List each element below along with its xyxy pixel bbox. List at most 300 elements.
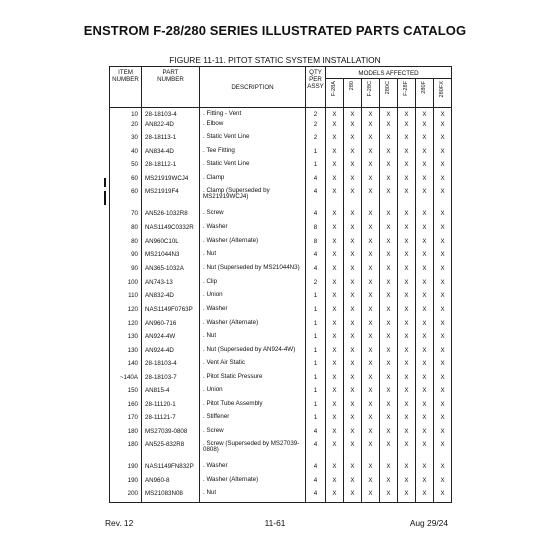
model-applicability-cell: X (434, 320, 452, 333)
model-applicability-cell: X (380, 463, 398, 477)
table-row (110, 108, 452, 121)
qty-cell: 4 (306, 477, 326, 490)
model-applicability-cell: X (398, 414, 416, 428)
part-number-cell: 28-18103-4 (142, 108, 200, 121)
model-applicability-cell: X (344, 108, 362, 121)
qty-cell: 4 (306, 490, 326, 503)
table-row (110, 238, 452, 251)
model-applicability-cell: X (344, 306, 362, 320)
model-applicability-cell: X (434, 210, 452, 224)
model-applicability-cell: X (380, 292, 398, 306)
description-cell: . Elbow (200, 121, 306, 134)
model-applicability-cell: X (416, 347, 434, 360)
item-number-cell: 100 (110, 279, 142, 292)
model-applicability-cell: X (362, 428, 380, 441)
model-applicability-cell: X (416, 210, 434, 224)
model-applicability-cell: X (380, 441, 398, 463)
table-row (110, 306, 452, 320)
qty-cell: 1 (306, 306, 326, 320)
model-applicability-cell: X (362, 320, 380, 333)
model-header: F-28F (398, 79, 416, 108)
model-applicability-cell: X (362, 134, 380, 148)
item-number-cell: 180 (110, 441, 142, 463)
model-applicability-cell: X (326, 477, 344, 490)
model-applicability-cell: X (344, 134, 362, 148)
model-applicability-cell: X (380, 414, 398, 428)
item-number-cell: 10 (110, 108, 142, 121)
table-row (110, 121, 452, 134)
model-applicability-cell: X (398, 374, 416, 387)
qty-cell: 4 (306, 251, 326, 265)
part-number-cell: 28-18112-1 (142, 161, 200, 175)
model-applicability-cell: X (416, 292, 434, 306)
qty-cell: 1 (306, 347, 326, 360)
model-applicability-cell: X (326, 121, 344, 134)
model-applicability-cell: X (326, 401, 344, 414)
model-applicability-cell: X (434, 251, 452, 265)
part-number-cell: 28-11120-1 (142, 401, 200, 414)
model-applicability-cell: X (362, 333, 380, 347)
qty-cell: 1 (306, 387, 326, 401)
item-number-cell: 150 (110, 387, 142, 401)
description-cell: . Screw (200, 428, 306, 441)
item-number-cell: 50 (110, 161, 142, 175)
table-row (110, 401, 452, 414)
part-number-cell: NAS1149C0332R (142, 224, 200, 238)
table-row (110, 292, 452, 306)
revision-bar (104, 191, 106, 205)
model-applicability-cell: X (326, 251, 344, 265)
description-cell: . Nut (Superseded by MS21044N3) (200, 265, 306, 279)
description-cell: . Washer (Alternate) (200, 238, 306, 251)
figure-title: FIGURE 11-11. PITOT STATIC SYSTEM INSTALLATION (169, 55, 381, 65)
model-applicability-cell: X (362, 387, 380, 401)
model-applicability-cell: X (398, 360, 416, 374)
model-applicability-cell: X (398, 428, 416, 441)
model-applicability-cell: X (398, 463, 416, 477)
model-applicability-cell: X (362, 374, 380, 387)
model-applicability-cell: X (416, 401, 434, 414)
model-applicability-cell: X (362, 306, 380, 320)
qty-cell: 4 (306, 210, 326, 224)
model-applicability-cell: X (380, 347, 398, 360)
model-applicability-cell: X (434, 441, 452, 463)
model-applicability-cell: X (326, 265, 344, 279)
qty-cell: 8 (306, 238, 326, 251)
model-applicability-cell: X (398, 292, 416, 306)
item-number-cell: ~140A (110, 374, 142, 387)
model-applicability-cell: X (434, 121, 452, 134)
model-applicability-cell: X (398, 347, 416, 360)
qty-cell: 1 (306, 414, 326, 428)
qty-cell: 1 (306, 292, 326, 306)
model-applicability-cell: X (398, 441, 416, 463)
model-applicability-cell: X (344, 148, 362, 161)
description-cell: . Fitting - Vent (200, 108, 306, 121)
model-applicability-cell: X (398, 188, 416, 210)
model-applicability-cell: X (344, 477, 362, 490)
model-applicability-cell: X (326, 306, 344, 320)
item-number-cell: 160 (110, 401, 142, 414)
model-applicability-cell: X (380, 238, 398, 251)
part-number-cell: MS21919F4 (142, 188, 200, 210)
model-applicability-cell: X (380, 320, 398, 333)
model-applicability-cell: X (362, 477, 380, 490)
model-applicability-cell: X (344, 251, 362, 265)
model-applicability-cell: X (434, 401, 452, 414)
description-cell: . Pitot Tube Assembly (200, 401, 306, 414)
model-applicability-cell: X (362, 414, 380, 428)
item-number-cell: 60 (110, 175, 142, 188)
qty-cell: 2 (306, 279, 326, 292)
model-applicability-cell: X (434, 360, 452, 374)
model-applicability-cell: X (362, 210, 380, 224)
model-applicability-cell: X (326, 387, 344, 401)
item-number-cell: 40 (110, 148, 142, 161)
table-row (110, 210, 452, 224)
part-number-cell: AN526-1032R8 (142, 210, 200, 224)
qty-cell: 2 (306, 108, 326, 121)
model-applicability-cell: X (380, 210, 398, 224)
model-applicability-cell: X (326, 161, 344, 175)
revision-date: Aug 29/24 (409, 518, 448, 528)
model-applicability-cell: X (434, 428, 452, 441)
table-row (110, 148, 452, 161)
part-number-cell: AN960C10L (142, 238, 200, 251)
qty-cell: 1 (306, 333, 326, 347)
description-cell: . Static Vent Line (200, 134, 306, 148)
model-applicability-cell: X (344, 292, 362, 306)
model-applicability-cell: X (434, 161, 452, 175)
table-row (110, 251, 452, 265)
model-applicability-cell: X (344, 347, 362, 360)
model-applicability-cell: X (380, 333, 398, 347)
qty-cell: 2 (306, 134, 326, 148)
model-applicability-cell: X (344, 161, 362, 175)
model-applicability-cell: X (398, 279, 416, 292)
model-applicability-cell: X (326, 463, 344, 477)
model-applicability-cell: X (380, 121, 398, 134)
model-applicability-cell: X (344, 401, 362, 414)
model-applicability-cell: X (398, 108, 416, 121)
item-number-cell: 90 (110, 251, 142, 265)
model-applicability-cell: X (362, 360, 380, 374)
model-applicability-cell: X (416, 188, 434, 210)
model-applicability-cell: X (362, 175, 380, 188)
part-number-cell: AN822-4D (142, 121, 200, 134)
description-cell: . Union (200, 292, 306, 306)
model-applicability-cell: X (344, 428, 362, 441)
model-applicability-cell: X (344, 210, 362, 224)
description-cell: . Washer (200, 306, 306, 320)
model-applicability-cell: X (434, 387, 452, 401)
model-applicability-cell: X (362, 224, 380, 238)
model-applicability-cell: X (434, 238, 452, 251)
model-applicability-cell: X (380, 148, 398, 161)
model-applicability-cell: X (326, 320, 344, 333)
table-row (110, 279, 452, 292)
model-applicability-cell: X (434, 306, 452, 320)
qty-cell: 4 (306, 428, 326, 441)
qty-cell: 8 (306, 224, 326, 238)
description-cell: . Clip (200, 279, 306, 292)
model-applicability-cell: X (416, 238, 434, 251)
model-applicability-cell: X (434, 188, 452, 210)
model-applicability-cell: X (362, 347, 380, 360)
item-number-cell: 190 (110, 477, 142, 490)
model-applicability-cell: X (344, 490, 362, 503)
description-cell: . Washer (Alternate) (200, 477, 306, 490)
part-number-header: PART NUMBER (142, 67, 200, 108)
model-applicability-cell: X (380, 428, 398, 441)
model-applicability-cell: X (326, 188, 344, 210)
table-row (110, 490, 452, 503)
model-applicability-cell: X (326, 210, 344, 224)
model-header: 280F (416, 79, 434, 108)
model-applicability-cell: X (344, 279, 362, 292)
model-applicability-cell: X (326, 490, 344, 503)
description-cell: . Washer (200, 463, 306, 477)
model-applicability-cell: X (434, 224, 452, 238)
description-cell: . Nut (Superseded by AN924-4W) (200, 347, 306, 360)
model-applicability-cell: X (416, 306, 434, 320)
model-applicability-cell: X (416, 463, 434, 477)
model-applicability-cell: X (416, 224, 434, 238)
model-applicability-cell: X (380, 306, 398, 320)
description-cell: . Nut (200, 251, 306, 265)
model-applicability-cell: X (434, 490, 452, 503)
model-applicability-cell: X (326, 441, 344, 463)
model-applicability-cell: X (416, 251, 434, 265)
item-number-cell: 60 (110, 188, 142, 210)
description-cell: . Clamp (200, 175, 306, 188)
model-applicability-cell: X (398, 401, 416, 414)
part-number-cell: AN525-832R8 (142, 441, 200, 463)
model-applicability-cell: X (398, 387, 416, 401)
model-applicability-cell: X (416, 265, 434, 279)
model-applicability-cell: X (398, 477, 416, 490)
model-header: F-28A (326, 79, 344, 108)
model-applicability-cell: X (434, 265, 452, 279)
model-applicability-cell: X (416, 414, 434, 428)
model-applicability-cell: X (416, 441, 434, 463)
table-row (110, 347, 452, 360)
model-applicability-cell: X (326, 360, 344, 374)
parts-table (109, 66, 452, 503)
item-number-cell: 130 (110, 347, 142, 360)
table-row (110, 414, 452, 428)
model-applicability-cell: X (326, 347, 344, 360)
model-applicability-cell: X (434, 374, 452, 387)
table-row (110, 175, 452, 188)
model-applicability-cell: X (434, 333, 452, 347)
model-header: 280FX (434, 79, 452, 108)
model-applicability-cell: X (326, 428, 344, 441)
model-applicability-cell: X (380, 279, 398, 292)
part-number-cell: AN832-4D (142, 292, 200, 306)
description-cell: . Clamp (Superseded by MS21919WCJ4) (200, 188, 306, 210)
description-cell: . Pitot Static Pressure (200, 374, 306, 387)
part-number-cell: NAS1149F0763P (142, 306, 200, 320)
description-header: DESCRIPTION (200, 67, 306, 108)
model-applicability-cell: X (416, 477, 434, 490)
part-number-cell: MS27039-0808 (142, 428, 200, 441)
qty-per-assy-header: QTY PER ASSY (306, 67, 326, 108)
model-applicability-cell: X (326, 134, 344, 148)
item-number-cell: 170 (110, 414, 142, 428)
model-applicability-cell: X (362, 121, 380, 134)
model-applicability-cell: X (326, 414, 344, 428)
table-row (110, 428, 452, 441)
item-number-cell: 200 (110, 490, 142, 503)
part-number-cell: NAS1149FN832P (142, 463, 200, 477)
item-number-cell: 180 (110, 428, 142, 441)
model-applicability-cell: X (344, 265, 362, 279)
revision-label: Rev. 12 (105, 518, 134, 528)
model-applicability-cell: X (362, 108, 380, 121)
item-number-cell: 190 (110, 463, 142, 477)
model-applicability-cell: X (434, 477, 452, 490)
model-applicability-cell: X (416, 148, 434, 161)
description-cell: . Nut (200, 333, 306, 347)
model-applicability-cell: X (344, 333, 362, 347)
model-applicability-cell: X (326, 224, 344, 238)
table-row (110, 463, 452, 477)
model-applicability-cell: X (416, 279, 434, 292)
model-applicability-cell: X (434, 292, 452, 306)
model-applicability-cell: X (380, 360, 398, 374)
table-row (110, 134, 452, 148)
description-cell: . Nut (200, 490, 306, 503)
model-applicability-cell: X (416, 175, 434, 188)
model-header: 280C (380, 79, 398, 108)
model-applicability-cell: X (344, 463, 362, 477)
part-number-cell: 28-18113-1 (142, 134, 200, 148)
item-number-cell: 80 (110, 238, 142, 251)
table-row (110, 374, 452, 387)
model-applicability-cell: X (362, 490, 380, 503)
model-applicability-cell: X (398, 265, 416, 279)
model-applicability-cell: X (380, 161, 398, 175)
model-applicability-cell: X (434, 347, 452, 360)
item-number-cell: 80 (110, 224, 142, 238)
item-number-cell: 30 (110, 134, 142, 148)
model-applicability-cell: X (434, 148, 452, 161)
part-number-cell: AN815-4 (142, 387, 200, 401)
table-row (110, 161, 452, 175)
model-applicability-cell: X (398, 306, 416, 320)
model-applicability-cell: X (416, 134, 434, 148)
model-applicability-cell: X (362, 463, 380, 477)
model-applicability-cell: X (326, 175, 344, 188)
model-applicability-cell: X (380, 175, 398, 188)
part-number-cell: 28-11121-7 (142, 414, 200, 428)
model-applicability-cell: X (362, 441, 380, 463)
model-applicability-cell: X (344, 374, 362, 387)
table-row (110, 188, 452, 210)
model-applicability-cell: X (398, 148, 416, 161)
model-applicability-cell: X (344, 175, 362, 188)
model-applicability-cell: X (326, 148, 344, 161)
qty-cell: 1 (306, 148, 326, 161)
model-applicability-cell: X (344, 360, 362, 374)
model-applicability-cell: X (344, 414, 362, 428)
item-number-cell: 110 (110, 292, 142, 306)
item-number-cell: 120 (110, 306, 142, 320)
table-row (110, 360, 452, 374)
model-applicability-cell: X (416, 121, 434, 134)
part-number-cell: AN743-13 (142, 279, 200, 292)
part-number-cell: AN960-8 (142, 477, 200, 490)
model-applicability-cell: X (434, 279, 452, 292)
model-applicability-cell: X (434, 134, 452, 148)
catalog-title: ENSTROM F-28/280 SERIES ILLUSTRATED PARTS CATALOG (83, 23, 467, 38)
qty-cell: 1 (306, 320, 326, 333)
description-cell: . Static Vent Line (200, 161, 306, 175)
model-header: F-28C (362, 79, 380, 108)
description-cell: . Union (200, 387, 306, 401)
model-applicability-cell: X (326, 279, 344, 292)
model-applicability-cell: X (326, 374, 344, 387)
model-applicability-cell: X (434, 175, 452, 188)
model-applicability-cell: X (398, 175, 416, 188)
model-applicability-cell: X (362, 148, 380, 161)
description-cell: . Washer (Alternate) (200, 320, 306, 333)
model-applicability-cell: X (344, 320, 362, 333)
part-number-cell: MS21044N3 (142, 251, 200, 265)
revision-bar (104, 178, 106, 187)
model-applicability-cell: X (362, 188, 380, 210)
qty-cell: 2 (306, 121, 326, 134)
page-number: 11-61 (264, 518, 286, 528)
model-applicability-cell: X (398, 161, 416, 175)
model-applicability-cell: X (362, 251, 380, 265)
model-header: 280 (344, 79, 362, 108)
model-applicability-cell: X (380, 188, 398, 210)
model-applicability-cell: X (416, 387, 434, 401)
part-number-cell: 28-18103-4 (142, 360, 200, 374)
item-number-cell: 120 (110, 320, 142, 333)
part-number-cell: AN834-4D (142, 148, 200, 161)
qty-cell: 1 (306, 161, 326, 175)
model-applicability-cell: X (344, 238, 362, 251)
model-applicability-cell: X (398, 121, 416, 134)
part-number-cell: AN924-4W (142, 333, 200, 347)
model-applicability-cell: X (434, 463, 452, 477)
part-number-cell: MS21083N08 (142, 490, 200, 503)
model-applicability-cell: X (380, 108, 398, 121)
table-row (110, 333, 452, 347)
model-applicability-cell: X (416, 374, 434, 387)
item-number-cell: 20 (110, 121, 142, 134)
model-applicability-cell: X (380, 374, 398, 387)
model-applicability-cell: X (416, 428, 434, 441)
model-applicability-cell: X (416, 161, 434, 175)
qty-cell: 4 (306, 441, 326, 463)
model-applicability-cell: X (380, 251, 398, 265)
model-applicability-cell: X (416, 320, 434, 333)
model-applicability-cell: X (362, 401, 380, 414)
table-row (110, 441, 452, 463)
model-applicability-cell: X (398, 134, 416, 148)
model-applicability-cell: X (398, 320, 416, 333)
model-applicability-cell: X (380, 265, 398, 279)
table-row (110, 224, 452, 238)
table-row (110, 477, 452, 490)
part-number-cell: AN365-1032A (142, 265, 200, 279)
part-number-cell: AN960-716 (142, 320, 200, 333)
model-applicability-cell: X (416, 333, 434, 347)
